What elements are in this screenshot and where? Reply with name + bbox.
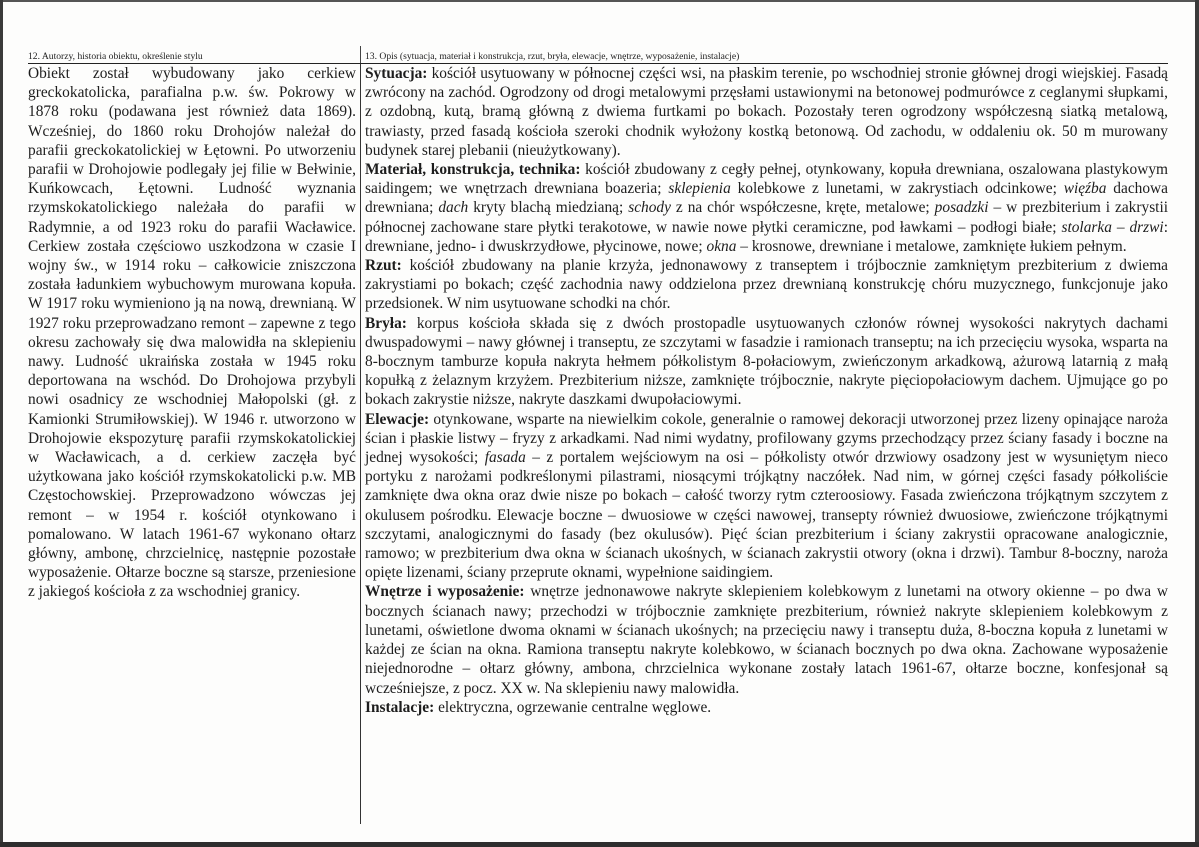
material-text: – krosnowe, drewniane i metalowe, zamknięte łukiem pełnym. <box>736 237 1127 255</box>
elevations-text: otynkowane, wsparte na niewielkim cokole, generalnie o ramowej dekoracji utworzonej przez lizeny opinające naroża ścian i płaskie listwy – fryzy z arkadkami. Nad nimi wydatny, profilowany gzyms przechodzący przez ściany fasady i boczne na jednej wysokości; <box>365 410 1168 467</box>
elevations-term: fasada <box>484 449 526 467</box>
content-row <box>28 64 1168 824</box>
description-column <box>360 64 1168 824</box>
elevations-text: – z portalem wejściowym na osi – półkolisty otwór drzwiowy osadzony jest w wysuniętym nieco portyku z narożami podkreślonymi pilastrami, niosącymi trójkątny naczółek. Nad nim, w górnej części fasady półkoliście zamknięte dwa okna oraz dwie nisze po bokach – całość tworzy rytm czteroosiowy. Fasada zwieńczona trójkątnym szczytem z okulusem pośrodku. Elewacje boczne – dwuosiowe w części nawowej, transepty również dwuosiowe, zwieńczone trójkątnymi szczytami, analogicznymi do fasady (bez okulusów). Pięć ścian prezbiterium i ściany zakrystii opracowane analogicznie, ramowo; w prezbiterium dwa okna w ścianach ukośnych, w ścianach zakrystii otwory (okna i drzwi). Tambur 8-boczny, naroża opięte lizenami, ściany przeprute oknami, wypełnione saidingiem. <box>365 449 1168 582</box>
material-term: dach <box>438 199 469 217</box>
material-term: więźba <box>1063 180 1107 198</box>
material-label: Materiał, konstrukcja, technika: <box>365 161 581 179</box>
situation-label: Sytuacja: <box>365 65 428 82</box>
material-paragraph <box>365 160 1168 256</box>
interior-paragraph <box>365 582 1168 697</box>
material-text: kolebkowe z lunetami, w zakrystiach odcinkowe; <box>730 180 1064 198</box>
installations-label: Instalacje: <box>365 698 435 716</box>
document-page <box>28 46 1168 824</box>
material-term: posadzki <box>934 199 989 217</box>
mass-text: korpus kościoła składa się z dwóch prostopadle usytuowanych członów równej wysokości nakrytych dachami dwuspadowymi – nawy głównej i transeptu, ze szczytami w fasadzie i ramionach transeptu; na ich przecięciu wysoka, wsparta na 8-bocznym tamburze kopuła nakryta hełmem półkolistym 8-połaciowym, zwieńczonym arkadkową, ażurową latarnią z małą kopułką z żelaznym krzyżem. Prezbiterium niższe, zamknięte trójbocznie, nakryte pięciopołaciowym dachem. Ujmujące go po bokach zakrystie niższe, nakryte daszkami dwupołaciowymi. <box>365 314 1168 409</box>
material-text: z na chór współczesne, kręte, metalowe; <box>670 199 935 217</box>
material-text: : drewniane, jedno- i dwuskrzydłowe, płycinowe, nowe; <box>365 218 1168 255</box>
history-text: Obiekt został wybudowany jako cerkiew greckokatolicka, parafialna p.w. św. Pokrowy w 1878 roku (podawana jest również data 1869). Wcześniej, do 1860 roku Drohojów należał do parafii greckokatolickiej w Łętowni. Po utworzeniu parafii w Drohojowie podlegały jej filie w Bełwinie, Kuńkowcach, Łętowni. Ludność wyznania rzymskokatolickiego należała do parafii w Radymnie, a od 1923 roku do parafii Wacławice. Cerkiew została częściowo uszkodzona w czasie I wojny św., w 1914 roku – całkowicie zniszczona została ładunkiem wybuchowym murowana kopuła. W 1917 roku wymieniono ją na nową, drewnianą. W 1927 roku przeprowadzano remont – zapewne z tego okresu zachowały się dwa malowidła na sklepieniu nawy. Ludność ukraińska została w 1945 roku deportowana na wschód. Do Drohojowa przybyli nowi osadnicy ze wschodniej Małopolski (gł. z Kamionki Strumiłowskiej). W 1946 r. utworzono w Drohojowie ekspozyturę parafii rzymskokatolickiej w Wacławicach, a d. cerkiew zaczęła być użytkowana jako kościół rzymskokatolicki p.w. MB Częstochowskiej. Przeprowadzono wówczas jej remont – w 1954 r. kościół otynkowano i pomalowano. W latach 1961-67 wykonano ołtarz główny, ambonę, chrzcielnicę, następnie pozostałe wyposażenie. Ołtarze boczne są starsze, przeniesione z jakiegoś kościoła z za wschodniej granicy. <box>28 65 356 601</box>
material-term: okna <box>706 237 737 255</box>
installations-paragraph <box>365 698 1168 717</box>
section-header-row <box>28 46 1168 64</box>
interior-text: wnętrze jednonawowe nakryte sklepieniem kolebkowym z lunetami na otwory okienne – po dwa w bocznych ścianach nawy; przechodzi w trójbocznie zamknięte prezbiterium, również nakryte sklepieniem kolebkowym z lunetami, oświetlone dwoma oknami w ścianach ukośnych; na przecięciu nawy i transeptu duża, 8-boczna kopuła z lunetami w każdej ze ścian na okna. Ramiona transeptu nakryte kolebkowo, w ścianach bocznych po dwa okna. Zachowane wyposażenie niejednorodne – ołtarz główny, ambona, chrzcielnica wykonane zostały latach 1961-67, ołtarze boczne, konfesjonał są wcześniejsze, z pocz. XX w. Na sklepieniu nawy malowidła. <box>365 583 1168 697</box>
scan-border-top <box>0 0 1199 2</box>
history-column <box>28 64 360 704</box>
material-text: kryty blachą miedzianą; <box>468 199 629 217</box>
material-text: dachowa drewniana; <box>365 180 1168 217</box>
material-term: sklepienia <box>668 180 731 198</box>
material-term: schody <box>628 199 671 217</box>
material-term: stolarka – drzwi <box>1061 218 1164 236</box>
interior-label: Wnętrze i wyposażenie: <box>365 583 525 601</box>
scan-border-left <box>0 0 3 847</box>
section-12-header: 12. Autorzy, historia obiektu, określenie stylu <box>28 51 203 62</box>
plan-text: kościół zbudowany na planie krzyża, jednonawowy z transeptem i trójbocznie zamkniętym prezbiterium z dwiema zakrystiami po bokach; część zachodnia nawy oddzielona przez drewnianą konstrukcję chóru muzycznego, funkcjonuje jako przedsionek. W nim usytuowane schodki na chór. <box>365 257 1168 313</box>
scan-border-bottom <box>0 842 1199 847</box>
plan-paragraph <box>365 256 1168 314</box>
installations-text: elektryczna, ogrzewanie centralne węglowe. <box>434 698 712 716</box>
scan-border-right <box>1195 0 1199 847</box>
material-text: kościół zbudowany z cegły pełnej, otynkowany, kopuła drewniana, oszalowana plastykowym saidingem; we wnętrzach drewniana boazeria; <box>365 161 1168 198</box>
plan-label: Rzut: <box>365 257 402 275</box>
mass-paragraph <box>365 314 1168 410</box>
situation-paragraph <box>365 64 1168 160</box>
mass-label: Bryła: <box>365 314 407 332</box>
elevations-paragraph <box>365 410 1168 583</box>
situation-text: kościół usytuowany w północnej części wsi, na płaskim terenie, po wschodniej stronie głównej drogi wiejskiej. Fasadą zwrócony na zachód. Ogrodzony od drogi metalowymi przęsłami ustawionymi na betonowej podmurówce z ceglanymi słupkami, z ozdobną, kutą, bramą główną z dwiema furtkami po bokach. Pozostały teren ogrodzony współczesną siatką metalową, trawiasty, przed fasadą kościoła szeroki chodnik wyłożony kostką betonową. Od zachodu, w oddaleniu ok. 50 m murowany budynek starej plebanii (nieużytkowany). <box>365 65 1168 159</box>
material-text: – w prezbiterium i zakrystii północnej zachowane stare płytki terakotowe, w nawie nowe płytki ceramiczne, pod ławkami – podłogi białe; <box>365 199 1169 236</box>
elevations-label: Elewacje: <box>365 410 430 428</box>
section-13-header: 13. Opis (sytuacja, materiał i konstrukcja, rzut, bryła, elewacje, wnętrze, wyposażenie, instalacje) <box>360 46 1168 63</box>
